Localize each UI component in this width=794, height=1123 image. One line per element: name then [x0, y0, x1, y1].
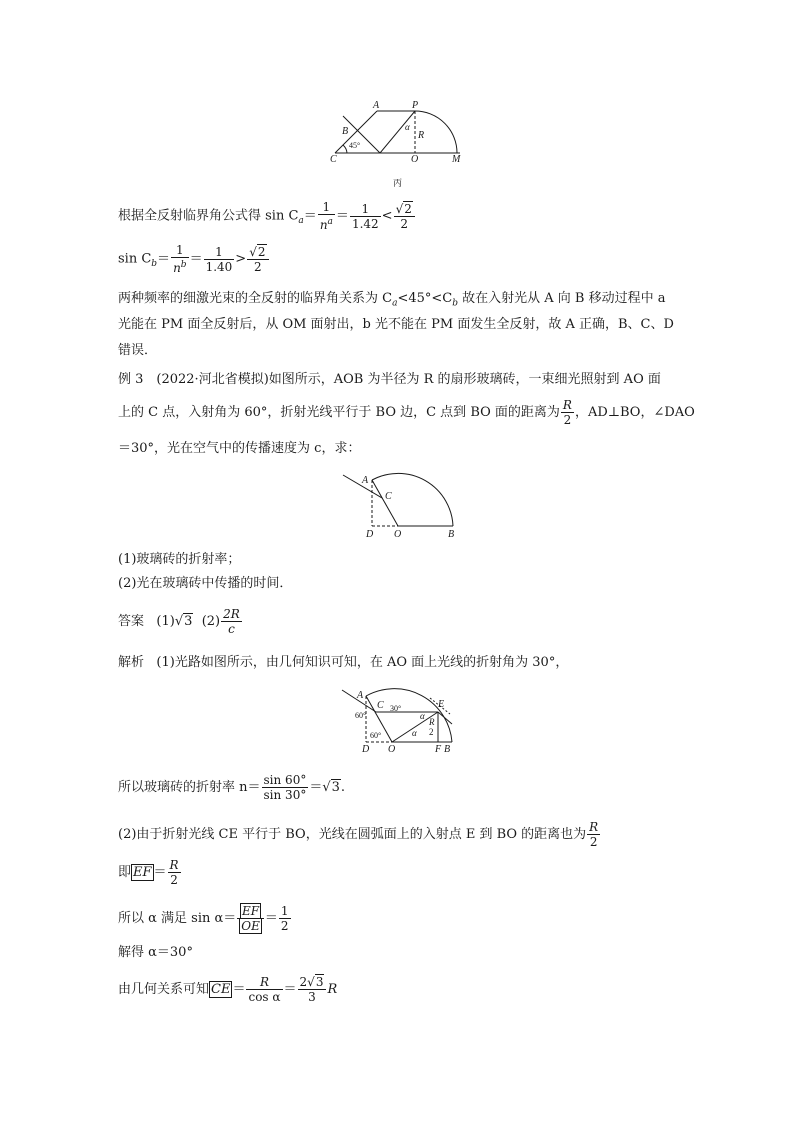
frac-den: 2 [400, 216, 409, 231]
text-part: 上的 C 点，入射角为 60°，折射光线平行于 BO 边，C 点到 BO 面的距离为 [118, 405, 560, 420]
analysis-label: 解析 [118, 655, 145, 670]
label-D: D [362, 744, 370, 755]
label-C: C [385, 491, 392, 502]
frac-den: 1.42 [351, 216, 379, 231]
reflected-ray [380, 111, 415, 153]
label-60-top: 60° [355, 711, 367, 720]
var-R: R [327, 982, 338, 997]
frac-den: 1.40 [205, 259, 233, 274]
label-2: 2 [429, 727, 434, 737]
angle-arc [343, 145, 347, 153]
radicand: 2 [404, 201, 412, 216]
frac-r-2 [561, 398, 574, 427]
frac-1-140 [204, 245, 235, 274]
label-A: A [357, 690, 364, 701]
text-lead: 所以玻璃砖的折射率 n＝ [118, 780, 261, 795]
label-B: B [444, 744, 451, 755]
formula-sin-cb: $\sin C_b=$ $\frac{1}{n^b}$ ＝ $\frac{1}{1.40}$ > $\frac{√2}{2}$ [118, 243, 270, 275]
radicand: 3 [184, 614, 193, 629]
n-sup: a [327, 217, 333, 227]
label-R: R [429, 717, 435, 727]
answer-label: 答案 [118, 614, 145, 629]
n-base: n [319, 218, 328, 232]
part-2: (2) [201, 614, 221, 629]
equals: ＝ [283, 982, 297, 997]
frac-den: 2 [589, 835, 598, 849]
radicand: 3 [315, 975, 324, 989]
frac-r-2b [168, 858, 181, 887]
frac-den: 2 [280, 919, 289, 933]
label-45: 45° [349, 141, 361, 150]
figure-prism-diagram [325, 98, 465, 190]
answer-line: 答案 (1)√3 (2) $\frac{2R}{c}$ [118, 607, 240, 636]
frac-den [171, 258, 189, 275]
equals: ＝ [153, 865, 167, 880]
frac-r-2 [587, 820, 600, 849]
text-critical-angle [118, 290, 666, 313]
frac-1-142 [350, 202, 381, 231]
text-part2 [118, 820, 601, 849]
frac-sin60-sin30 [262, 773, 309, 802]
formula-refractive-index: 所以玻璃砖的折射率 n＝ $\frac{\sin 60^\circ}{\sin 30^\circ}$ ＝√3. [118, 773, 346, 802]
label-O: O [388, 744, 396, 755]
ao-edge [372, 480, 398, 526]
label-R: R [418, 130, 425, 141]
frac-2sqrt3-3 [298, 975, 327, 1004]
n-sup: b [180, 260, 187, 270]
frac-num: 1 [280, 904, 289, 918]
equals: ＝ [264, 911, 278, 926]
frac-den: cos α [248, 990, 281, 1004]
label-60-bottom: 60° [370, 731, 382, 740]
frac-num: √2 [247, 245, 268, 260]
figure-sector-diagram [338, 470, 468, 542]
label-D: D [366, 529, 374, 540]
frac-num: 2R [223, 607, 240, 621]
equals: ＝ [232, 982, 246, 997]
frac-num: 1 [204, 245, 235, 260]
label-M: M [452, 154, 461, 165]
segment-ce: $\overline{CE}$ [211, 982, 231, 997]
frac-1-na [318, 200, 335, 232]
label-A: A [362, 475, 369, 486]
segment-ef: $\overline{EF}$ [133, 865, 152, 880]
text-wrong: 错误． [118, 343, 158, 358]
formula-sin-ca: 根据全反射临界角公式得 $\sin C_a=$ $\frac{1}{n^a}$ ＝ $\frac{1}{1.42}$ < $\frac{√2}{2}$ [118, 200, 416, 232]
text-lead-1: 根据全反射临界角公式得 sin C [118, 208, 299, 224]
segment-ef: $\overline{EF}$ [242, 904, 260, 918]
sub-a: a [298, 216, 304, 227]
frac-den: 2 [170, 873, 178, 887]
frac-den: 2 [563, 413, 572, 427]
frac-den: 3 [308, 990, 316, 1004]
frac-num: 1 [350, 202, 381, 217]
text-lead: 由几何关系可知 [118, 982, 210, 997]
text-conclusion: 光能在 PM 面全反射后，从 OM 面射出，b 光不能在 PM 面发生全反射，故 A 正确，B、C、D [118, 317, 674, 332]
equals: ＝ [309, 780, 323, 795]
label-A: A [373, 100, 380, 111]
n-base: n [173, 261, 181, 275]
frac-r-cos [246, 975, 282, 1004]
example-line-1: 例 3 (2022·河北省模拟)如图所示，AOB 为半径为 R 的扇形玻璃砖，一束细光照射到 AO 面 [118, 372, 661, 387]
text-lead: 所以 α 满足 sin α＝ [118, 911, 237, 926]
text-part: (2)由于折射光线 CE 平行于 BO，光线在圆弧面上的入射点 E 到 BO 的距离也为 [118, 827, 587, 842]
frac-den: 2 [254, 259, 262, 274]
label-O: O [411, 154, 419, 165]
period: . [340, 780, 346, 795]
frac-num: 2√3 [298, 975, 327, 990]
text-lead: 即 [118, 865, 132, 880]
text-part: <45°<C [397, 291, 453, 306]
frac-ef-oe [237, 904, 264, 933]
label-C: C [377, 700, 384, 711]
sub-b: b [151, 259, 158, 270]
frac-den: c [228, 622, 235, 636]
label-O: O [394, 529, 402, 540]
text-part: 两种频率的细激光束的全反射的临界角关系为 C [118, 291, 393, 306]
part-1: (1) [156, 614, 175, 629]
label-P: P [412, 100, 419, 111]
lt-sign: < [381, 208, 393, 224]
coef: 2 [299, 975, 308, 989]
frac-den [318, 215, 335, 232]
formula-ce [118, 975, 337, 1004]
frac-num: √2 [394, 202, 415, 217]
formula-ef [118, 858, 182, 887]
figure-light-path-diagram [340, 686, 470, 758]
text-lead-2: sin C [118, 251, 152, 267]
text-alpha-result: 解得 α＝30° [118, 945, 193, 960]
frac-2r-c [221, 607, 242, 636]
sub-a: a [392, 298, 398, 309]
label-C: C [330, 154, 337, 165]
question-2: (2)光在玻璃砖中传播的时间． [118, 576, 293, 591]
frac-num: R [246, 975, 282, 990]
frac-sqrt2-2 [394, 202, 415, 231]
label-E: E [438, 699, 445, 710]
example-line-3: ＝30°，光在空气中的传播速度为 c，求： [118, 441, 361, 456]
frac-num: R [562, 398, 572, 412]
frac-1-nb [171, 243, 189, 275]
frac-num: 1 [318, 200, 335, 215]
segment-oe: OE [241, 919, 260, 933]
example-line-2 [118, 398, 695, 427]
label-B: B [448, 529, 455, 540]
label-30: 30° [390, 704, 402, 713]
label-alpha-2: α [412, 728, 417, 738]
frac-sqrt2-2b [247, 245, 268, 274]
sub-b: b [452, 298, 459, 309]
label-alpha-1: α [420, 711, 425, 721]
analysis-line [118, 654, 568, 672]
question-1: (1)玻璃砖的折射率； [118, 552, 241, 567]
label-alpha: α [405, 122, 410, 132]
label-B: B [342, 126, 349, 137]
figure-caption: 丙 [393, 178, 403, 188]
frac-num: R [169, 858, 179, 872]
frac-num: R [589, 820, 599, 834]
radicand: 3 [331, 780, 340, 795]
radicand: 2 [257, 244, 266, 259]
frac-den: sin 30° [263, 788, 307, 802]
gt-sign: > [235, 251, 247, 267]
analysis-text: (1)光路如图所示，由几何知识可知，在 AO 面上光线的折射角为 30°， [156, 655, 569, 670]
label-F: F [435, 744, 442, 755]
text-part: 故在入射光从 A 向 B 移动过程中 a [458, 291, 666, 306]
formula-sin-alpha [118, 904, 292, 933]
frac-1-2 [279, 904, 291, 933]
frac-num: 1 [171, 243, 189, 258]
frac-num: sin 60° [263, 773, 307, 787]
text-part: ，AD⊥BO，∠DAO [574, 405, 695, 420]
